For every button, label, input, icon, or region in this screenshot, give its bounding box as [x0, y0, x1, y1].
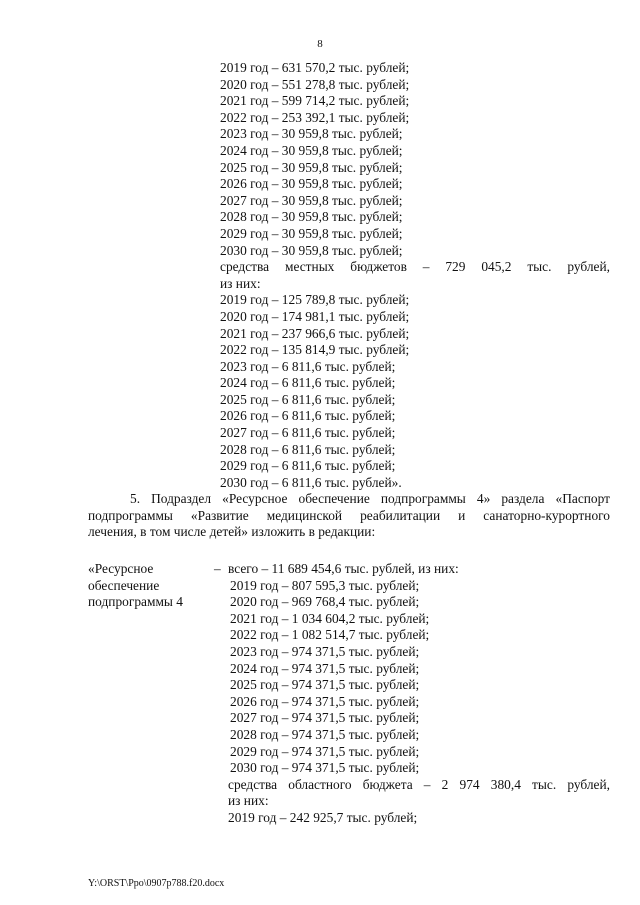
year-line: 2026 год – 30 959,8 тыс. рублей; [220, 176, 403, 192]
year-line: 2026 год – 6 811,6 тыс. рублей; [220, 408, 396, 424]
year-line: 2021 год – 1 034 604,2 тыс. рублей; [230, 610, 430, 626]
year-line: 2029 год – 30 959,8 тыс. рублей; [220, 225, 403, 241]
resource-label-line: подпрограммы 4 [88, 594, 183, 610]
year-line: 2029 год – 6 811,6 тыс. рублей; [220, 458, 396, 474]
year-line: 2024 год – 30 959,8 тыс. рублей; [220, 142, 403, 158]
year-line: 2020 год – 551 278,8 тыс. рублей; [220, 76, 410, 92]
amendment-paragraph [88, 491, 610, 541]
year-line: 2019 год – 125 789,8 тыс. рублей; [220, 292, 410, 308]
row-dash: – [214, 561, 221, 576]
paragraph-line-2: подпрограммы «Развитие медицинской реабилитации и санаторно-курортного [88, 507, 610, 523]
paragraph-line-3: лечения, в том числе детей» изложить в редакции: [88, 524, 376, 540]
year-list-regional [228, 810, 610, 827]
resource-label-line: «Ресурсное [88, 561, 154, 576]
total-line: всего – 11 689 454,6 тыс. рублей, из них: [228, 561, 459, 576]
year-line: 2025 год – 6 811,6 тыс. рублей; [220, 391, 396, 407]
resource-label-cell [88, 561, 218, 611]
year-line: 2022 год – 135 814,9 тыс. рублей; [220, 342, 410, 358]
regional-budget-heading: средства областного бюджета – 2 974 380,4 тыс. рублей, [228, 776, 610, 792]
year-line: 2025 год – 974 371,5 тыс. рублей; [230, 677, 420, 693]
year-line: 2022 год – 253 392,1 тыс. рублей; [220, 109, 410, 125]
year-line: 2030 год – 974 371,5 тыс. рублей; [230, 760, 420, 776]
paragraph-line-1: 5. Подраздел «Ресурсное обеспечение подпрограммы 4» раздела «Паспорт [130, 491, 610, 506]
year-line: 2024 год – 974 371,5 тыс. рублей; [230, 660, 420, 676]
funding-block-regional-continuation [220, 60, 610, 491]
local-budget-heading: средства местных бюджетов – 729 045,2 тыс. рублей, [220, 259, 610, 275]
year-line: 2019 год – 807 595,3 тыс. рублей; [230, 577, 420, 593]
year-line: 2027 год – 6 811,6 тыс. рублей; [220, 425, 396, 441]
year-line: 2023 год – 974 371,5 тыс. рублей; [230, 643, 420, 659]
year-line: 2024 год – 6 811,6 тыс. рублей; [220, 375, 396, 391]
year-line: 2028 год – 30 959,8 тыс. рублей; [220, 209, 403, 225]
year-line: 2027 год – 974 371,5 тыс. рублей; [230, 710, 420, 726]
page-number: 8 [317, 38, 323, 50]
year-line: 2030 год – 30 959,8 тыс. рублей; [220, 242, 403, 258]
year-line: 2028 год – 6 811,6 тыс. рублей; [220, 441, 396, 457]
year-line: 2023 год – 6 811,6 тыс. рублей; [220, 358, 396, 374]
year-line: 2029 год – 974 371,5 тыс. рублей; [230, 743, 420, 759]
year-line: 2028 год – 974 371,5 тыс. рублей; [230, 726, 420, 742]
year-line: 2021 год – 599 714,2 тыс. рублей; [220, 93, 410, 109]
year-line: 2023 год – 30 959,8 тыс. рублей; [220, 126, 403, 142]
year-line: 2020 год – 174 981,1 тыс. рублей; [220, 308, 410, 324]
year-line: 2022 год – 1 082 514,7 тыс. рублей; [230, 627, 430, 643]
regional-budget-of-which: из них: [228, 793, 269, 809]
year-line: 2025 год – 30 959,8 тыс. рублей; [220, 159, 403, 175]
resource-label-line: обеспечение [88, 577, 160, 593]
year-line: 2019 год – 242 925,7 тыс. рублей; [228, 809, 418, 825]
year-line: 2027 год – 30 959,8 тыс. рублей; [220, 192, 403, 208]
year-list-top [220, 60, 610, 259]
year-line: 2019 год – 631 570,2 тыс. рублей; [220, 60, 410, 75]
year-list-local [220, 292, 610, 491]
year-line: 2021 год – 237 966,6 тыс. рублей; [220, 325, 410, 341]
local-budget-of-which: из них: [220, 275, 261, 291]
year-line: 2030 год – 6 811,6 тыс. рублей». [220, 474, 402, 490]
year-line: 2020 год – 969 768,4 тыс. рублей; [230, 594, 420, 610]
file-path-footer: Y:\ORST\Ppo\0907p788.f20.docx [88, 878, 225, 889]
year-line: 2026 год – 974 371,5 тыс. рублей; [230, 693, 420, 709]
resource-value-cell [228, 561, 610, 827]
year-list-total [228, 578, 610, 777]
